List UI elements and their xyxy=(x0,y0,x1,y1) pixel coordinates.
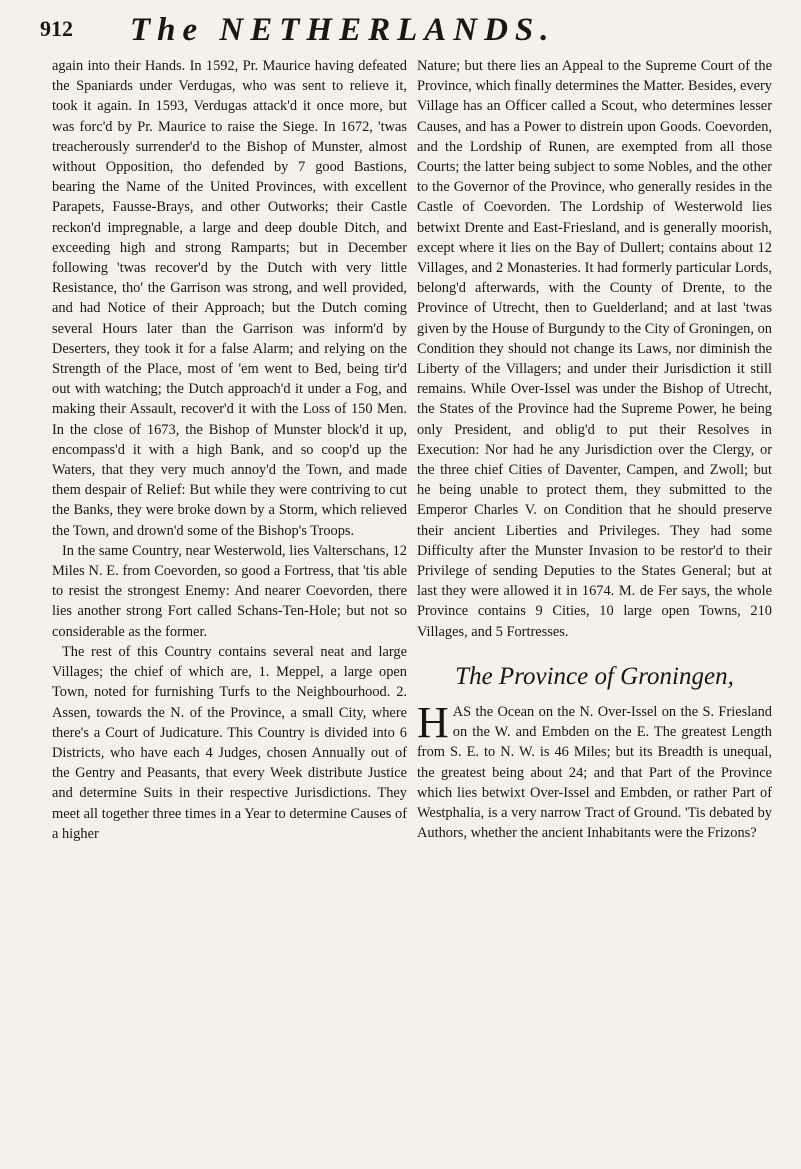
section-title: The Province of Groningen, xyxy=(455,662,734,690)
right-column xyxy=(417,56,772,843)
left-column xyxy=(52,56,407,844)
right-paragraph-1: Nature; but there lies an Appeal to the Supreme Court of the Province, which finally determines the Matter. Besides, every Village has an Officer called a Scout, who determines lesser Causes, and has a Power to distrein upon Goods. Coevorden, and the Lordship of Runen, are exempted from all those Courts; the latter being subject to some Nobles, and the other to the Governor of the Province, who generally resides in the Castle of Coevorden. The Lordship of Westerwold lies betwixt Drente and East-Friesland, and is generally moorish, except where it lies on the Bay of Dullert; contains about 12 Villages, and 2 Monasteries. It had formerly particular Lords, belong'd afterwards, with the County of Drente, to the Province of Utrecht, then to Guelderland; and at last 'twas given by the House of Burgundy to the City of Groningen, on Condition they should not change its Laws, nor diminish the Liberty of the Villagers; and under their Jurisdiction it still remains. While Over-Issel was under the Bishop of Utrecht, the States of the Province had the Supreme Power, he being only President, and oblig'd to put their Resolves in Execution: Nor had he any Jurisdiction over the Clergy, or the three chief Cities of Daventer, Campen, and Zwoll; but he being unable to protect them, they submitted to the Emperor Charles V. on Condition that he should preserve their ancient Liberties and Privileges. They had some Difficulty after the Munster Invasion to be restor'd to their Privilege of sending Deputies to the States General; but at last they were allowed it in 1674. M. de Fer says, the whole Province contains 9 Cities, 10 large open Towns, 210 Villages, and 5 Fortresses. xyxy=(417,58,772,640)
left-paragraph-3: The rest of this Country contains several neat and large Villages; the chief of which are, 1. Meppel, a large open Town, noted for furnishing Turfs to the Neighbourhood. 2. Assen, towards the N. of the Province, a small City, where there's a Court of Judicature. This Country is divided into 6 Districts, who have each 4 Judges, chosen Annually out of the Gentry and Peasants, that every Week distribute Justice and determine Suits in their respective Jurisdictions. They meet all together three times in a Year to determine Causes of a higher xyxy=(52,643,407,842)
drop-cap: H xyxy=(417,697,449,747)
section-text: AS the Ocean on the N. Over-Issel on the S. Friesland on the W. and Embden on the E. The greatest Length from S. E. to N. W. is 46 Miles; but its Breadth is unequal, the greatest being about 24; and that Part of the Province which lies betwixt Over-Issel and Embden, or rather Part of Westphalia, is a very narrow Tract of Ground. 'Tis debated by Authors, whether the ancient Inhabitants were the Frizons? xyxy=(417,703,772,842)
left-paragraph-1: again into their Hands. In 1592, Pr. Maurice having defeated the Spaniards under Verdugas, who was sent to relieve it, took it again. In 1593, Verdugas attack'd it once more, but was forc'd by Pr. Maurice to raise the Siege. In 1672, 'twas treacherously surrender'd to the Bishop of Munster, almost without Opposition, tho defended by 7 good Bastions, bearing the Name of the United Provinces, with excellent Parapets, Fausse-Brays, and other Outworks; their Castle reckon'd impregnable, a large and deep double Ditch, and exceeding high and strong Ramparts; but in December following 'twas recover'd by the Dutch with very little Resistance, tho' the Garrison was strong, and well provided, and had Notice of their Approach; but the Dutch coming several Hours later than the Garrison was inform'd by Deserters, they took it for a false Alarm; and relying on the Strength of the Place, most of 'em went to Bed, being tir'd out with watching; the Dutch approach'd it under a Fog, and making their Assault, recover'd it with the Loss of 150 Men. In the close of 1673, the Bishop of Munster block'd it up, encompass'd it with a high Bank, and so coop'd up the Waters, that they very much annoy'd the Town, and made them despair of Relief: But while they were contriving to cut the Banks, they were broke down by a Storm, which relieved the Town, and drown'd some of the Bishop's Troops. xyxy=(52,58,407,539)
running-title: The NETHERLANDS. xyxy=(130,12,556,48)
page-header xyxy=(40,12,780,52)
page-number: 912 xyxy=(40,16,73,41)
section-paragraph xyxy=(417,697,772,843)
left-paragraph-2: In the same Country, near Westerwold, lies Valterschans, 12 Miles N. E. from Coevorden, so good a Fortress, that 'tis able to resist the strongest Enemy: And nearer Coevorden, there lies another strong Fort called Schans-Ten-Hole; but not so considerable as the former. xyxy=(52,542,407,640)
